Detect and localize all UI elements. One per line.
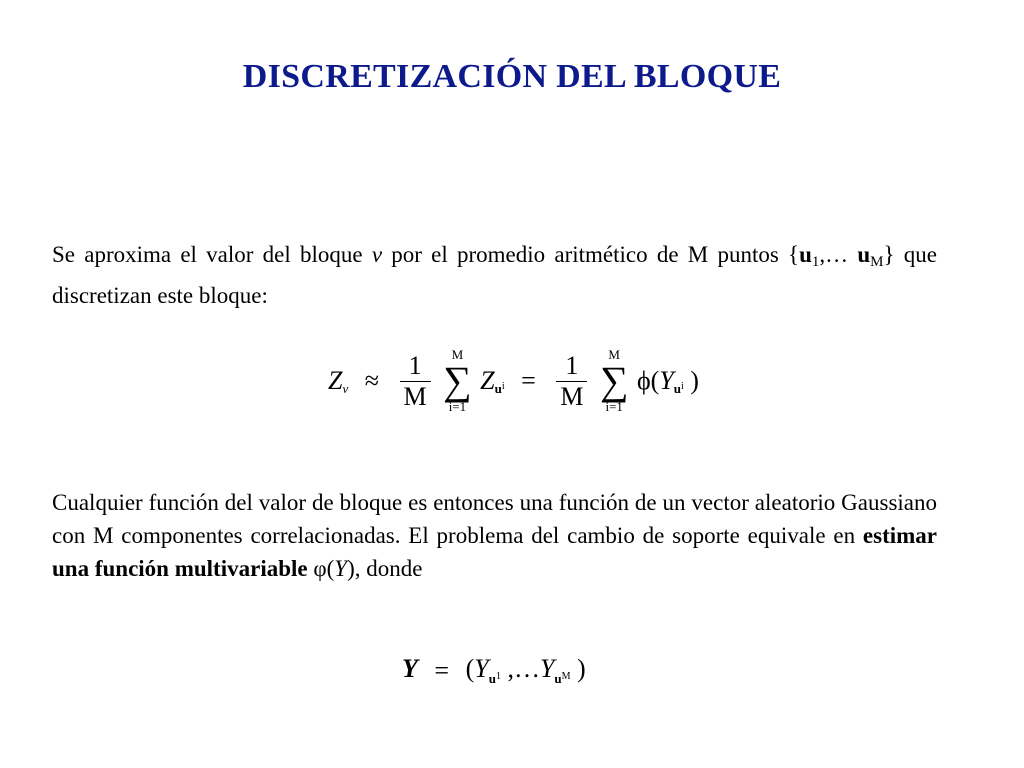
sigma-symbol: ∑ xyxy=(599,358,629,403)
point-u1-subscript: 1 xyxy=(811,254,820,270)
eq-Y1-subsubscript: 1 xyxy=(495,671,501,682)
text-segment: por el promedio aritmético de M puntos { xyxy=(382,242,800,267)
fraction-one-over-M xyxy=(556,351,587,412)
text-segment: φ( xyxy=(307,556,335,581)
vector-Y: Y xyxy=(334,556,348,581)
fraction-numerator: 1 xyxy=(556,351,587,382)
eq-vector-Y: Y xyxy=(402,654,418,683)
eq-Y-subscript: u xyxy=(673,380,682,396)
eq-YM: Y xyxy=(539,654,555,683)
text-segment: } que discretizan este bloque: xyxy=(52,242,937,308)
approx-symbol: ≈ xyxy=(364,366,380,395)
close-paren: ) xyxy=(570,654,586,683)
close-paren: ) xyxy=(683,366,699,395)
eq-Y1: Y xyxy=(474,654,489,683)
block-average-equation xyxy=(328,348,699,428)
text-segment: ), donde xyxy=(347,556,423,581)
fraction-denominator: M xyxy=(403,381,427,411)
block-variable: v xyxy=(371,242,383,267)
point-u1: u xyxy=(799,242,812,267)
eq-Z-subscript: v xyxy=(342,380,349,396)
ellipsis: ,… xyxy=(500,654,540,683)
fraction-denominator: M xyxy=(560,381,584,411)
sum-upper-limit: M xyxy=(608,347,620,362)
emphasis-text: estimar una función multivariable xyxy=(52,523,937,581)
eq-Y: Y xyxy=(659,366,674,395)
vector-definition-equation xyxy=(402,654,586,687)
sum-upper-limit: M xyxy=(451,347,464,362)
eq-Y-subsubscript: i xyxy=(681,380,684,392)
text-segment: Cualquier función del valor de bloque es entonces una función de un vector aleatorio Gaussiano con M componentes correlacionadas. El problema del cambio de soporte equivale en xyxy=(52,490,937,548)
paragraph-intro xyxy=(52,238,937,312)
point-uM: u xyxy=(857,242,871,267)
fraction-one-over-M xyxy=(400,351,431,412)
eq-Z: Z xyxy=(328,366,343,395)
sum-lower-limit: i=1 xyxy=(605,399,623,414)
summation xyxy=(443,348,472,414)
sum-lower-limit: i=1 xyxy=(448,399,467,414)
equals-symbol: = xyxy=(521,366,536,395)
eq-Zu-subsubscript: i xyxy=(501,380,505,392)
open-paren: ( xyxy=(465,654,475,683)
eq-Zu-subscript: u xyxy=(494,380,502,396)
equals-symbol: = xyxy=(434,656,450,686)
text-segment: Se aproxima el valor del bloque xyxy=(52,242,372,267)
eq-YM-subsubscript: M xyxy=(561,671,571,682)
eq-Y1-subscript: u xyxy=(488,671,496,686)
fraction-numerator: 1 xyxy=(400,351,431,382)
phi-function: ϕ( xyxy=(636,366,660,395)
summation xyxy=(600,348,629,414)
eq-Zu: Z xyxy=(480,366,495,395)
text-segment: ,… xyxy=(819,242,858,267)
point-uM-subscript: M xyxy=(870,254,884,270)
sigma-symbol: ∑ xyxy=(443,358,472,403)
paragraph-explanation xyxy=(52,486,937,585)
eq-YM-subscript: u xyxy=(554,671,562,686)
slide-title: DISCRETIZACIÓN DEL BLOQUE xyxy=(242,58,782,95)
